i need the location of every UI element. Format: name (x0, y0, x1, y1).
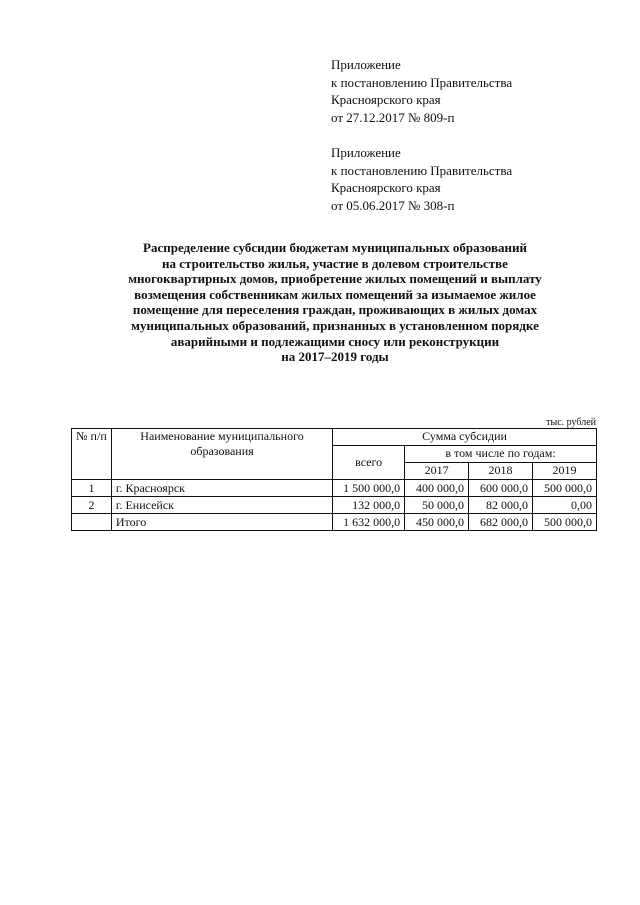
appendix-line: Приложение (331, 145, 401, 160)
appendix-line: к постановлению Правительства (331, 74, 513, 90)
subsidy-table (71, 428, 597, 531)
header-year-2019: 2019 (533, 463, 597, 480)
title-line: помещение для переселения граждан, проживающих в жилых домах (132, 302, 538, 318)
header-sum: Сумма субсидии (333, 429, 597, 446)
appendix-block-1 (331, 56, 512, 126)
title-line: муниципальных образований, признанных в установленном порядке (131, 317, 539, 333)
summary-name: Итого (111, 514, 332, 531)
title-line: возмещения собственникам жилых помещений за изымаемое жилое (134, 286, 536, 302)
row-total: 1 500 000,0 (333, 480, 405, 497)
appendix-line: Красноярского края (331, 180, 441, 195)
summary-2018: 682 000,0 (469, 514, 533, 531)
summary-2017: 450 000,0 (405, 514, 469, 531)
row-2017: 50 000,0 (405, 497, 469, 514)
row-total: 132 000,0 (333, 497, 405, 514)
header-num: № п/п (72, 429, 112, 480)
summary-num (72, 514, 112, 531)
appendix-line: Приложение (331, 57, 401, 72)
header-total: всего (333, 446, 405, 480)
header-year-2017: 2017 (405, 463, 469, 480)
header-name: Наименование муниципального образования (111, 429, 332, 480)
appendix-line: от 27.12.2017 № 809-п (331, 109, 455, 125)
row-2017: 400 000,0 (405, 480, 469, 497)
appendix-line: от 05.06.2017 № 308-п (331, 197, 455, 213)
header-by-years: в том числе по годам: (405, 446, 597, 463)
row-num: 1 (72, 480, 112, 497)
title-line: Распределение субсидии бюджетам муниципальных образований (143, 240, 527, 255)
summary-total: 1 632 000,0 (333, 514, 405, 531)
row-2019: 500 000,0 (533, 480, 597, 497)
title-line: на 2017–2019 годы (281, 349, 389, 365)
title-line: аварийными и подлежащими сносу или реконструкции (170, 333, 500, 349)
row-name: г. Красноярск (111, 480, 332, 497)
summary-2019: 500 000,0 (533, 514, 597, 531)
table-row (72, 480, 597, 497)
document-title (70, 240, 600, 365)
row-num: 2 (72, 497, 112, 514)
unit-note: тыс. рублей (546, 417, 596, 428)
row-2019: 0,00 (533, 497, 597, 514)
row-name: г. Енисейск (111, 497, 332, 514)
title-line: на строительство жилья, участие в долевом строительстве (162, 255, 508, 271)
appendix-line: Красноярского края (331, 92, 441, 107)
table-row (72, 497, 597, 514)
table-summary-row (72, 514, 597, 531)
appendix-block-2 (331, 144, 512, 214)
row-2018: 600 000,0 (469, 480, 533, 497)
row-2018: 82 000,0 (469, 497, 533, 514)
title-line: многоквартирных домов, приобретение жилых помещений и выплату (128, 271, 542, 287)
header-year-2018: 2018 (469, 463, 533, 480)
appendix-line: к постановлению Правительства (331, 162, 513, 178)
